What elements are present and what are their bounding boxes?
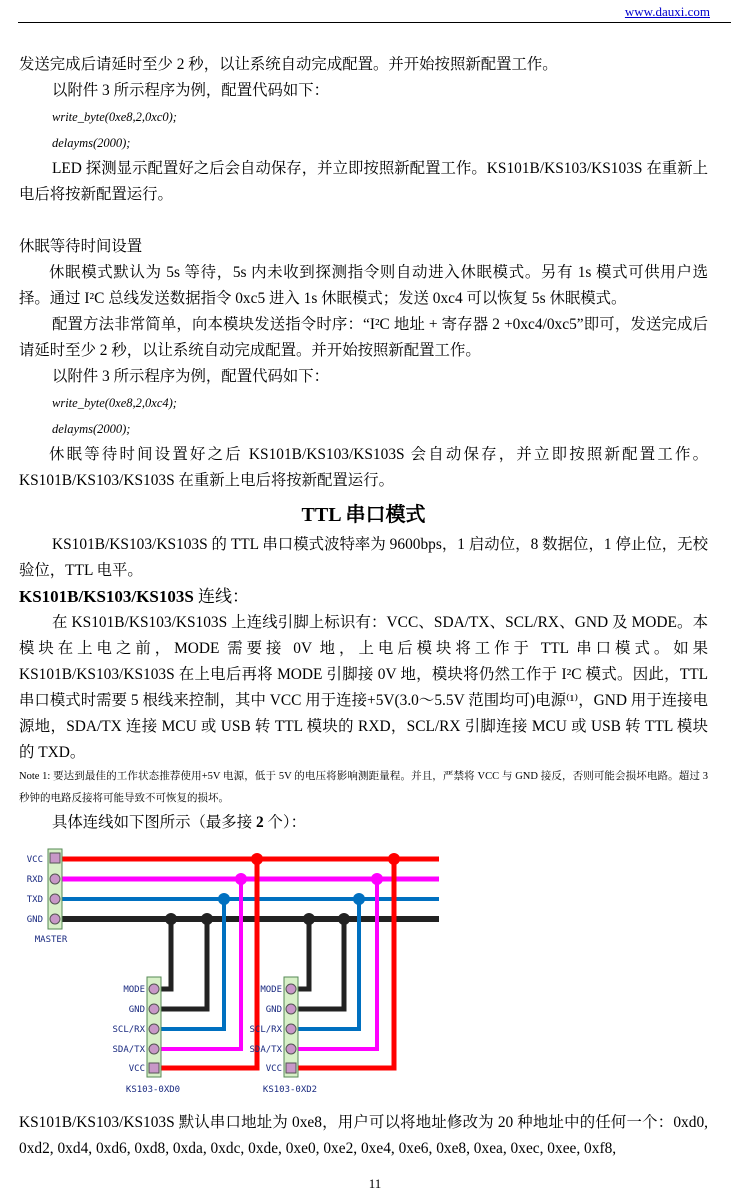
- junction-dot: [353, 893, 365, 905]
- master-pin-label: VCC: [26, 855, 43, 865]
- slave1-pin-label: MODE: [123, 985, 145, 995]
- slave2-pin: [286, 1044, 296, 1054]
- slave1-pin-label: GND: [128, 1005, 145, 1015]
- code-line: delayms(2000);: [52, 136, 131, 150]
- slave1-pin-square: [149, 1063, 159, 1073]
- slave2-gnd-wire: [296, 919, 344, 1009]
- paragraph-led-save: LED 探测显示配置好之后会自动保存，并立即按照新配置工作。KS101B/KS103/KS103S 在重新上电后将按新配置运行。: [19, 160, 708, 203]
- paragraph-ttl-baud: KS101B/KS103/KS103S 的 TTL 串口模式波特率为 9600bps，1 启动位，8 数据位，1 停止位，无校验位，TTL 电平。: [19, 536, 708, 579]
- wiring-diagram-svg: [19, 844, 449, 1106]
- slave1-label: KS103-0XD0: [125, 1085, 181, 1095]
- wiring-diagram: [19, 844, 449, 1106]
- paragraph-sleep-default: 休眠模式默认为 5s 等待，5s 内未收到探测指令则自动进入休眠模式。另有 1s 模式可供用户选择。通过 I²C 总线发送数据指令 0xc5 进入 1s 休眠模式；发送 0xc4 可以恢复 5s 休眠模式。: [19, 264, 708, 307]
- slave2-pin-label: GND: [265, 1005, 282, 1015]
- paragraph-diagram-intro: 具体连线如下图所示（最多接 2 个）：: [52, 814, 306, 831]
- subsection-heading-wiring: KS101B/KS103/KS103S 连线：: [19, 587, 250, 606]
- master-pin-label: TXD: [26, 895, 43, 905]
- junction-dot: [371, 873, 383, 885]
- paragraph-sleep-method: 配置方法非常简单，向本模块发送指令时序：“I²C 地址 + 寄存器 2 +0xc4/0xc5”即可，发送完成后请延时至少 2 秒，以让系统自动完成配置。并开始按照新配置工作。: [19, 316, 708, 359]
- junction-dot: [235, 873, 247, 885]
- slave1-pin: [149, 1044, 159, 1054]
- slave1-pin: [149, 1024, 159, 1034]
- master-pin-label: GND: [26, 915, 43, 925]
- paragraph-config-delay: 发送完成后请延时至少 2 秒，以让系统自动完成配置。并开始按照新配置工作。: [19, 56, 558, 73]
- header-website-link[interactable]: www.dauxi.com: [624, 4, 710, 19]
- code-line: delayms(2000);: [52, 422, 131, 436]
- slave2-pin-label: SDA/TX: [249, 1045, 282, 1055]
- slave2-pin-square: [286, 1063, 296, 1073]
- slave1-pin: [149, 984, 159, 994]
- junction-dot: [388, 853, 400, 865]
- master-pin-square: [50, 853, 60, 863]
- slave2-pin-label: VCC: [265, 1064, 282, 1074]
- header-rule: [18, 22, 731, 23]
- page-content: [19, 52, 708, 1162]
- paragraph-sleep-save: 休眠等待时间设置好之后 KS101B/KS103/KS103S 会自动保存，并立即按照新配置工作。KS101B/KS103/KS103S 在重新上电后将按新配置运行。: [19, 446, 708, 489]
- slave2-pin: [286, 1004, 296, 1014]
- slave2-pin-label: SCL/RX: [249, 1025, 282, 1035]
- code-line: write_byte(0xe8,2,0xc0);: [52, 110, 177, 124]
- slave1-gnd-wire: [159, 919, 207, 1009]
- junction-dot: [338, 913, 350, 925]
- code-line: write_byte(0xe8,2,0xc4);: [52, 396, 177, 410]
- slave1-pin: [149, 1004, 159, 1014]
- slave2-pin: [286, 1024, 296, 1034]
- slave1-pin-label: SCL/RX: [112, 1025, 145, 1035]
- junction-dot: [251, 853, 263, 865]
- junction-dot: [201, 913, 213, 925]
- paragraph-example-intro: 以附件 3 所示程序为例，配置代码如下：: [52, 82, 330, 99]
- paragraph-wiring-description: 在 KS101B/KS103/KS103S 上连线引脚上标识有：VCC、SDA/TX、SCL/RX、GND 及 MODE。本模块在上电之前，MODE 需要接 0V 地，上电后模块将工作于 TTL 串口模式。如果 KS101B/KS103/KS103S 在上电后再将 MODE 引脚接 0V 地，模块将仍然工作于 I²C 模式。因此，TTL 串口模式时需要 5 根线来控制，其中 VCC 用于连接+5V(3.0～5.5V 范围均可)电源⁽¹⁾，GND 用于连接电源地，SDA/TX 连接 MCU 或 USB 转 TTL 模块的 RXD，SCL/RX 引脚连接 MCU 或 USB 转 TTL 模块的 TXD。: [19, 614, 708, 761]
- slave2-pin: [286, 984, 296, 994]
- junction-dot: [218, 893, 230, 905]
- paragraph-example-intro: 以附件 3 所示程序为例，配置代码如下：: [52, 368, 330, 385]
- junction-dot: [165, 913, 177, 925]
- section-title-ttl: TTL 串口模式: [301, 504, 426, 526]
- master-pin: [50, 894, 60, 904]
- master-pin: [50, 874, 60, 884]
- slave1-pin-label: VCC: [128, 1064, 145, 1074]
- page-number: 11: [368, 1176, 382, 1191]
- paragraph-serial-address: KS101B/KS103/KS103S 默认串口地址为 0xe8，用户可以将地址修改为 20 种地址中的任何一个：0xd0, 0xd2, 0xd4, 0xd6, 0xd8, 0xda, 0xdc, 0xde, 0xe0, 0xe2, 0xe4, 0xe6, 0xe8, 0xea, 0xec, 0xee, 0xf8,: [19, 1114, 708, 1157]
- slave2-label: KS103-0XD2: [262, 1085, 318, 1095]
- master-pin: [50, 914, 60, 924]
- slave1-pin-label: SDA/TX: [112, 1045, 145, 1055]
- section-heading-sleep: 休眠等待时间设置: [19, 238, 143, 255]
- master-label: MASTER: [34, 935, 68, 945]
- junction-dot: [303, 913, 315, 925]
- master-pin-label: RXD: [26, 875, 43, 885]
- slave2-pin-label: MODE: [260, 985, 282, 995]
- footnote-power: Note 1: 要达到最佳的工作状态推荐使用+5V 电源，低于 5V 的电压将影响测距量程。并且，严禁将 VCC 与 GND 接反，否则可能会损坏电路。超过 3 秒钟的电路反接将可能导致不可恢复的损坏。: [19, 771, 708, 804]
